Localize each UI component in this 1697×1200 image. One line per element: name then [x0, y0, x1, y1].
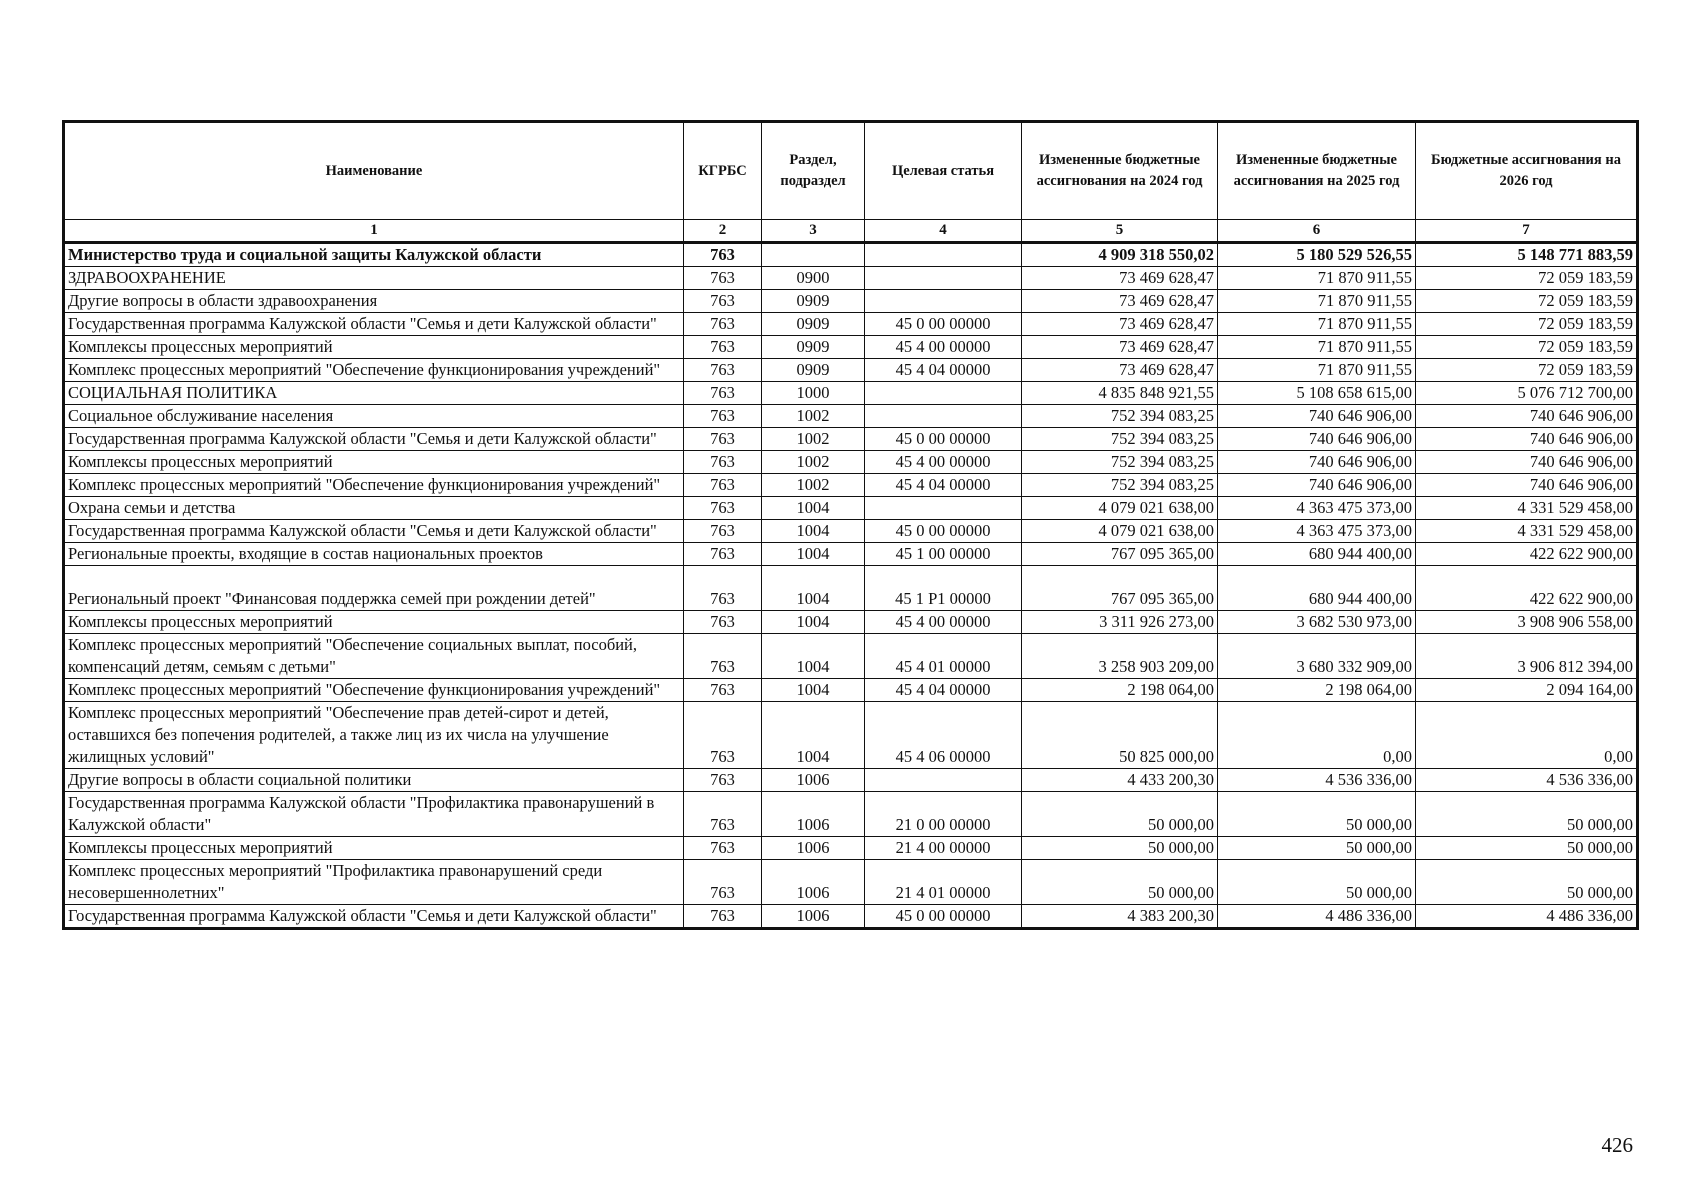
- row-2025-cell: 3 680 332 909,00: [1218, 634, 1416, 679]
- table-row: [64, 382, 1638, 405]
- row-2024-cell: 4 835 848 921,55: [1022, 382, 1218, 405]
- row-kgrbs-cell: 763: [684, 267, 762, 290]
- row-kgrbs-cell: 763: [684, 336, 762, 359]
- table-row: [64, 451, 1638, 474]
- row-2025-cell: 3 682 530 973,00: [1218, 611, 1416, 634]
- row-kgrbs-cell: 763: [684, 451, 762, 474]
- row-target-cell: 45 0 00 00000: [865, 313, 1022, 336]
- column-number: 5: [1022, 220, 1218, 243]
- row-2025-cell: 50 000,00: [1218, 792, 1416, 837]
- row-2025-cell: 71 870 911,55: [1218, 267, 1416, 290]
- row-kgrbs-cell: 763: [684, 428, 762, 451]
- row-section-cell: 1004: [762, 520, 865, 543]
- row-2026-cell: 740 646 906,00: [1416, 474, 1638, 497]
- row-2024-cell: 50 000,00: [1022, 837, 1218, 860]
- row-2025-cell: 71 870 911,55: [1218, 359, 1416, 382]
- row-2026-cell: 740 646 906,00: [1416, 451, 1638, 474]
- row-2026-cell: 3 908 906 558,00: [1416, 611, 1638, 634]
- column-number: 2: [684, 220, 762, 243]
- row-2024-cell: 3 311 926 273,00: [1022, 611, 1218, 634]
- row-target-cell: 45 4 04 00000: [865, 679, 1022, 702]
- row-name-cell: Другие вопросы в области социальной политики: [64, 769, 684, 792]
- row-2024-cell: 73 469 628,47: [1022, 290, 1218, 313]
- row-target-cell: [865, 290, 1022, 313]
- row-2026-cell: 4 486 336,00: [1416, 905, 1638, 929]
- row-target-cell: 21 4 00 00000: [865, 837, 1022, 860]
- row-name-cell: Комплекс процессных мероприятий "Обеспечение социальных выплат, пособий, компенсаций детям, семьям с детьми": [64, 634, 684, 679]
- row-section-cell: 1004: [762, 566, 865, 611]
- row-kgrbs-cell: 763: [684, 860, 762, 905]
- row-kgrbs-cell: 763: [684, 497, 762, 520]
- row-2026-cell: 422 622 900,00: [1416, 543, 1638, 566]
- budget-table: [62, 120, 1639, 930]
- row-2026-cell: 740 646 906,00: [1416, 405, 1638, 428]
- row-2026-cell: 4 331 529 458,00: [1416, 497, 1638, 520]
- row-2026-cell: 2 094 164,00: [1416, 679, 1638, 702]
- row-2024-cell: 4 079 021 638,00: [1022, 497, 1218, 520]
- row-section-cell: 1002: [762, 474, 865, 497]
- row-kgrbs-cell: 763: [684, 702, 762, 769]
- table-row: [64, 634, 1638, 679]
- row-kgrbs-cell: 763: [684, 792, 762, 837]
- row-name-cell: Государственная программа Калужской области "Семья и дети Калужской области": [64, 905, 684, 929]
- row-name-cell: Социальное обслуживание населения: [64, 405, 684, 428]
- row-2026-cell: 740 646 906,00: [1416, 428, 1638, 451]
- row-name-cell: Региональный проект "Финансовая поддержка семей при рождении детей": [64, 566, 684, 611]
- row-2026-cell: 50 000,00: [1416, 792, 1638, 837]
- row-2024-cell: 752 394 083,25: [1022, 428, 1218, 451]
- row-kgrbs-cell: 763: [684, 359, 762, 382]
- row-2026-cell: 422 622 900,00: [1416, 566, 1638, 611]
- row-2026-cell: 50 000,00: [1416, 860, 1638, 905]
- row-target-cell: [865, 769, 1022, 792]
- row-2026-cell: 4 536 336,00: [1416, 769, 1638, 792]
- row-name-cell: Комплекс процессных мероприятий "Обеспечение функционирования учреждений": [64, 679, 684, 702]
- table-body: [64, 243, 1638, 929]
- row-target-cell: 45 0 00 00000: [865, 905, 1022, 929]
- table-row: [64, 267, 1638, 290]
- row-2025-cell: 5 108 658 615,00: [1218, 382, 1416, 405]
- row-2025-cell: 2 198 064,00: [1218, 679, 1416, 702]
- row-2024-cell: 767 095 365,00: [1022, 566, 1218, 611]
- row-section-cell: 1004: [762, 611, 865, 634]
- row-kgrbs-cell: 763: [684, 679, 762, 702]
- row-target-cell: 45 0 00 00000: [865, 520, 1022, 543]
- row-name-cell: Комплексы процессных мероприятий: [64, 837, 684, 860]
- row-2026-cell: 50 000,00: [1416, 837, 1638, 860]
- row-name-cell: Министерство труда и социальной защиты Калужской области: [64, 243, 684, 267]
- row-section-cell: 0900: [762, 267, 865, 290]
- column-numbers-row: [64, 220, 1638, 243]
- row-kgrbs-cell: 763: [684, 520, 762, 543]
- table-row: [64, 290, 1638, 313]
- column-number: 7: [1416, 220, 1638, 243]
- row-target-cell: [865, 405, 1022, 428]
- row-2024-cell: 50 000,00: [1022, 792, 1218, 837]
- row-kgrbs-cell: 763: [684, 243, 762, 267]
- row-2025-cell: 71 870 911,55: [1218, 313, 1416, 336]
- table-row: [64, 428, 1638, 451]
- row-2024-cell: 4 433 200,30: [1022, 769, 1218, 792]
- row-2025-cell: 50 000,00: [1218, 860, 1416, 905]
- row-2024-cell: 4 383 200,30: [1022, 905, 1218, 929]
- row-target-cell: [865, 243, 1022, 267]
- row-name-cell: Комплексы процессных мероприятий: [64, 611, 684, 634]
- row-2026-cell: 72 059 183,59: [1416, 313, 1638, 336]
- row-kgrbs-cell: 763: [684, 837, 762, 860]
- table-row: [64, 679, 1638, 702]
- row-section-cell: 1004: [762, 634, 865, 679]
- row-target-cell: 21 0 00 00000: [865, 792, 1022, 837]
- row-2024-cell: 752 394 083,25: [1022, 474, 1218, 497]
- row-target-cell: 45 0 00 00000: [865, 428, 1022, 451]
- row-2024-cell: 73 469 628,47: [1022, 359, 1218, 382]
- row-2026-cell: 3 906 812 394,00: [1416, 634, 1638, 679]
- row-2025-cell: 4 536 336,00: [1218, 769, 1416, 792]
- table-row: [64, 611, 1638, 634]
- row-section-cell: 1002: [762, 405, 865, 428]
- header-target: Целевая статья: [865, 122, 1022, 220]
- table-row: [64, 336, 1638, 359]
- row-2024-cell: 50 825 000,00: [1022, 702, 1218, 769]
- table-row: [64, 905, 1638, 929]
- row-kgrbs-cell: 763: [684, 290, 762, 313]
- row-2025-cell: 740 646 906,00: [1218, 451, 1416, 474]
- row-2025-cell: 680 944 400,00: [1218, 543, 1416, 566]
- row-section-cell: 0909: [762, 290, 865, 313]
- table-row: [64, 313, 1638, 336]
- row-2026-cell: 0,00: [1416, 702, 1638, 769]
- row-2024-cell: 752 394 083,25: [1022, 405, 1218, 428]
- row-section-cell: 1006: [762, 860, 865, 905]
- row-target-cell: 45 4 00 00000: [865, 611, 1022, 634]
- row-2026-cell: 5 148 771 883,59: [1416, 243, 1638, 267]
- row-2024-cell: 4 909 318 550,02: [1022, 243, 1218, 267]
- row-target-cell: 45 4 04 00000: [865, 474, 1022, 497]
- table-row: [64, 474, 1638, 497]
- row-2024-cell: 2 198 064,00: [1022, 679, 1218, 702]
- row-section-cell: 1004: [762, 497, 865, 520]
- row-target-cell: 21 4 01 00000: [865, 860, 1022, 905]
- table-row: [64, 520, 1638, 543]
- row-name-cell: Региональные проекты, входящие в состав национальных проектов: [64, 543, 684, 566]
- row-section-cell: 1006: [762, 837, 865, 860]
- row-2024-cell: 3 258 903 209,00: [1022, 634, 1218, 679]
- row-name-cell: Государственная программа Калужской области "Профилактика правонарушений в Калужской области": [64, 792, 684, 837]
- row-name-cell: СОЦИАЛЬНАЯ ПОЛИТИКА: [64, 382, 684, 405]
- row-section-cell: [762, 243, 865, 267]
- row-name-cell: Охрана семьи и детства: [64, 497, 684, 520]
- row-name-cell: ЗДРАВООХРАНЕНИЕ: [64, 267, 684, 290]
- column-number: 4: [865, 220, 1022, 243]
- row-section-cell: 1002: [762, 451, 865, 474]
- row-name-cell: Комплекс процессных мероприятий "Обеспечение функционирования учреждений": [64, 359, 684, 382]
- row-section-cell: 0909: [762, 313, 865, 336]
- row-name-cell: Государственная программа Калужской области "Семья и дети Калужской области": [64, 428, 684, 451]
- row-kgrbs-cell: 763: [684, 769, 762, 792]
- row-target-cell: 45 1 P1 00000: [865, 566, 1022, 611]
- row-kgrbs-cell: 763: [684, 543, 762, 566]
- header-2026: Бюджетные ассигнования на 2026 год: [1416, 122, 1638, 220]
- row-target-cell: 45 4 01 00000: [865, 634, 1022, 679]
- row-section-cell: 1006: [762, 905, 865, 929]
- row-section-cell: 1006: [762, 792, 865, 837]
- row-2025-cell: 5 180 529 526,55: [1218, 243, 1416, 267]
- row-2024-cell: 73 469 628,47: [1022, 336, 1218, 359]
- row-target-cell: 45 4 00 00000: [865, 451, 1022, 474]
- table-row: [64, 543, 1638, 566]
- row-section-cell: 1004: [762, 702, 865, 769]
- column-number: 1: [64, 220, 684, 243]
- row-2025-cell: 740 646 906,00: [1218, 428, 1416, 451]
- table-row: [64, 405, 1638, 428]
- row-target-cell: 45 4 00 00000: [865, 336, 1022, 359]
- row-2024-cell: 767 095 365,00: [1022, 543, 1218, 566]
- row-kgrbs-cell: 763: [684, 634, 762, 679]
- row-target-cell: [865, 382, 1022, 405]
- table-row: [64, 792, 1638, 837]
- row-kgrbs-cell: 763: [684, 611, 762, 634]
- row-name-cell: Государственная программа Калужской области "Семья и дети Калужской области": [64, 520, 684, 543]
- row-2025-cell: 4 363 475 373,00: [1218, 520, 1416, 543]
- row-target-cell: 45 1 00 00000: [865, 543, 1022, 566]
- header-name: Наименование: [64, 122, 684, 220]
- row-name-cell: Комплекс процессных мероприятий "Обеспечение функционирования учреждений": [64, 474, 684, 497]
- table-row: [64, 497, 1638, 520]
- row-target-cell: 45 4 04 00000: [865, 359, 1022, 382]
- row-section-cell: 1004: [762, 679, 865, 702]
- row-name-cell: Комплексы процессных мероприятий: [64, 336, 684, 359]
- row-kgrbs-cell: 763: [684, 313, 762, 336]
- header-section: Раздел, подраздел: [762, 122, 865, 220]
- row-section-cell: 0909: [762, 359, 865, 382]
- row-2026-cell: 72 059 183,59: [1416, 267, 1638, 290]
- row-name-cell: Комплексы процессных мероприятий: [64, 451, 684, 474]
- row-section-cell: 1002: [762, 428, 865, 451]
- row-section-cell: 0909: [762, 336, 865, 359]
- row-2025-cell: 4 486 336,00: [1218, 905, 1416, 929]
- row-kgrbs-cell: 763: [684, 382, 762, 405]
- table-row: [64, 769, 1638, 792]
- table-row: [64, 702, 1638, 769]
- row-name-cell: Другие вопросы в области здравоохранения: [64, 290, 684, 313]
- header-2025: Измененные бюджетные ассигнования на 2025 год: [1218, 122, 1416, 220]
- row-2025-cell: 71 870 911,55: [1218, 290, 1416, 313]
- row-name-cell: Комплекс процессных мероприятий "Профилактика правонарушений среди несовершеннолетних": [64, 860, 684, 905]
- row-name-cell: Государственная программа Калужской области "Семья и дети Калужской области": [64, 313, 684, 336]
- row-2024-cell: 752 394 083,25: [1022, 451, 1218, 474]
- row-2024-cell: 4 079 021 638,00: [1022, 520, 1218, 543]
- row-kgrbs-cell: 763: [684, 905, 762, 929]
- row-section-cell: 1000: [762, 382, 865, 405]
- row-target-cell: [865, 267, 1022, 290]
- row-2025-cell: 71 870 911,55: [1218, 336, 1416, 359]
- row-2026-cell: 72 059 183,59: [1416, 336, 1638, 359]
- row-2026-cell: 72 059 183,59: [1416, 290, 1638, 313]
- row-2025-cell: 740 646 906,00: [1218, 474, 1416, 497]
- table-row: [64, 359, 1638, 382]
- header-kgrbs: КГРБС: [684, 122, 762, 220]
- row-2024-cell: 50 000,00: [1022, 860, 1218, 905]
- row-2025-cell: 740 646 906,00: [1218, 405, 1416, 428]
- table-row: [64, 566, 1638, 611]
- row-2025-cell: 680 944 400,00: [1218, 566, 1416, 611]
- table-row: [64, 837, 1638, 860]
- table-row: [64, 243, 1638, 267]
- row-2026-cell: 72 059 183,59: [1416, 359, 1638, 382]
- row-2025-cell: 50 000,00: [1218, 837, 1416, 860]
- row-kgrbs-cell: 763: [684, 405, 762, 428]
- header-2024: Измененные бюджетные ассигнования на 2024 год: [1022, 122, 1218, 220]
- row-section-cell: 1004: [762, 543, 865, 566]
- row-2024-cell: 73 469 628,47: [1022, 267, 1218, 290]
- row-2026-cell: 5 076 712 700,00: [1416, 382, 1638, 405]
- row-name-cell: Комплекс процессных мероприятий "Обеспечение прав детей-сирот и детей, оставшихся без попечения родителей, а также лиц из их числа на улучшение жилищных условий": [64, 702, 684, 769]
- row-2026-cell: 4 331 529 458,00: [1416, 520, 1638, 543]
- row-2024-cell: 73 469 628,47: [1022, 313, 1218, 336]
- row-section-cell: 1006: [762, 769, 865, 792]
- column-number: 6: [1218, 220, 1416, 243]
- header-row: [64, 122, 1638, 220]
- row-kgrbs-cell: 763: [684, 474, 762, 497]
- row-2025-cell: 0,00: [1218, 702, 1416, 769]
- row-target-cell: [865, 497, 1022, 520]
- row-kgrbs-cell: 763: [684, 566, 762, 611]
- column-number: 3: [762, 220, 865, 243]
- row-2025-cell: 4 363 475 373,00: [1218, 497, 1416, 520]
- row-target-cell: 45 4 06 00000: [865, 702, 1022, 769]
- page-number: 426: [1601, 1133, 1633, 1157]
- table-row: [64, 860, 1638, 905]
